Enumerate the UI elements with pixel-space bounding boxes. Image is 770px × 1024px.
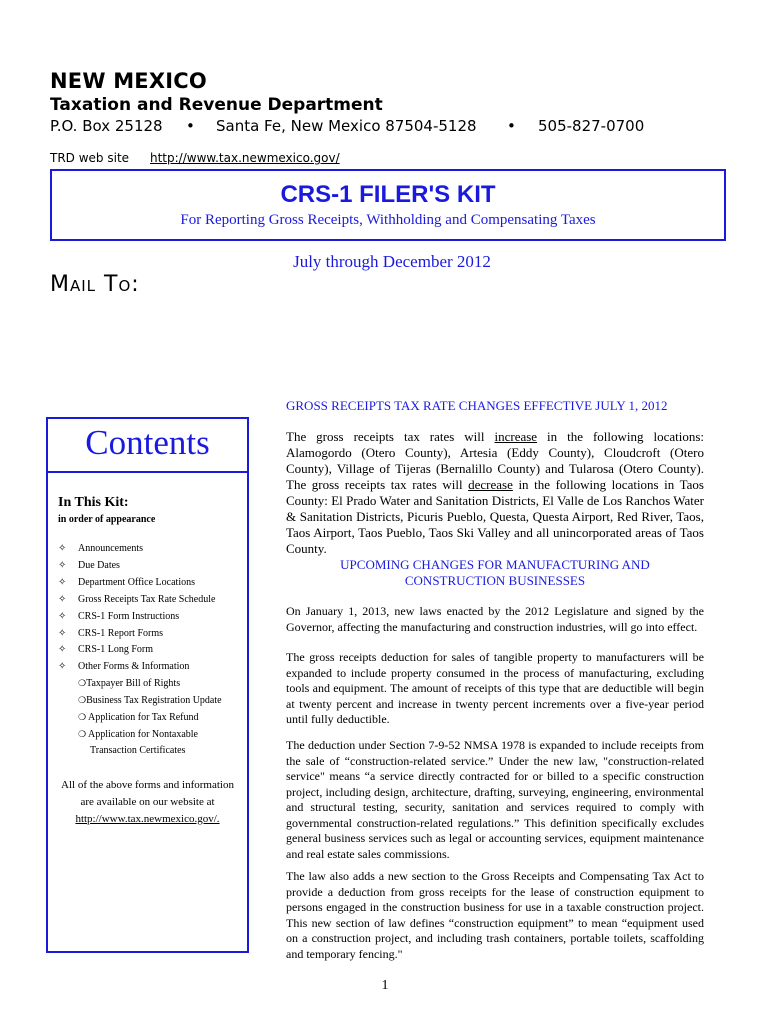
list-item (58, 577, 195, 591)
circle-bullet-icon: ❍ (78, 730, 87, 740)
sub-list-item-continued: Transaction Certificates (90, 745, 186, 756)
in-this-kit-heading: In This Kit: (58, 495, 129, 510)
website-line (50, 151, 450, 167)
heading-line: UPCOMING CHANGES FOR MANUFACTURING AND (340, 557, 650, 572)
text-run: The gross receipts tax rates will (286, 429, 495, 444)
rate-changes-paragraph (286, 429, 704, 557)
text-run: in the following locations: Alamogordo (Otero County), Artesia (Eddy County), Cloudcroft (Otero County), Village of Tijeras (Bernalillo County) and Tularosa (Otero County). The gross receipts tax rates will (286, 429, 705, 492)
availability-link[interactable]: http://www.tax.newmexico.gov/. (75, 813, 220, 825)
bullet-separator: • (507, 117, 516, 135)
sub-list-item (78, 695, 222, 709)
list-item-label: Other Forms & Information (78, 661, 190, 672)
list-item-label: CRS-1 Report Forms (78, 628, 164, 639)
kit-title-box (50, 169, 726, 241)
diamond-star-icon: ✧ (58, 577, 67, 588)
paragraph-manufacturing-deduction: The gross receipts deduction for sales of tangible property to manufacturers will be expanded to include property consumed in the process of manufacturing, excluding tools and equipment. The amount of receipts of this type that are deductible will begin at twenty percent and increase in twenty percent increments over a five-year period until fully deductible. (286, 650, 704, 726)
diamond-star-icon: ✧ (58, 611, 67, 622)
list-item-label: Due Dates (78, 560, 120, 571)
paragraph-construction-equipment: The law also adds a new section to the Gross Receipts and Compensating Tax Act to provide a deduction from gross receipts for the lease of construction equipment to persons engaged in the construction business for use in a taxable construction project. This new section of law defines “construction equipment” to mean “equipment used on a construction project, and including trash containers, portable toilets, scaffolding and temporary fencing." (286, 869, 704, 961)
increase-word: increase (494, 429, 538, 444)
city-address: Santa Fe, New Mexico 87504-5128 (216, 117, 477, 135)
sub-list-item (78, 729, 198, 743)
sub-list-item-label: Application for Tax Refund (88, 712, 199, 723)
sub-list-item (78, 678, 180, 692)
sub-list-item-label: Taxpayer Bill of Rights (86, 678, 181, 689)
sub-list-item-label: Business Tax Registration Update (86, 695, 222, 706)
grt-changes-heading: GROSS RECEIPTS TAX RATE CHANGES EFFECTIVE JULY 1, 2012 (286, 398, 668, 413)
diamond-star-icon: ✧ (58, 543, 67, 554)
sub-list-item-label: Application for Nontaxable (88, 729, 198, 740)
paragraph-construction-services: The deduction under Section 7-9-52 NMSA 1978 is expanded to include receipts from the sale of “construction-related service.” Under the new law, "construction-related service" means “a service directly contracted for or billed to a specific construction project, including design, architecture, drafting, surveying, engineering, environmental and structural testing, security, sanitation and services required to comply with governmental construction-related regulations.” This definition specifically excludes general business services such as legal or accounting services, equipment maintenance and real estate sales commissions. (286, 738, 704, 861)
list-item (58, 543, 143, 557)
mail-to-label: Mail To: (50, 272, 140, 297)
availability-line: All of the above forms and information (61, 779, 234, 791)
diamond-star-icon: ✧ (58, 628, 67, 639)
contents-title: Contents (85, 423, 210, 462)
filing-period: July through December 2012 (293, 252, 491, 271)
list-item (58, 644, 153, 658)
contents-sidebar (46, 417, 249, 953)
circle-bullet-icon: ❍ (78, 696, 87, 706)
list-item-label: Announcements (78, 543, 143, 554)
kit-title: CRS-1 FILER'S KIT (280, 181, 496, 208)
list-item (58, 611, 179, 625)
paragraph-effective-date: On January 1, 2013, new laws enacted by the 2012 Legislature and signed by the Governor, affecting the manufacturing and construction industries, will go into effect. (286, 604, 704, 634)
page-number: 1 (381, 978, 389, 993)
upcoming-changes-heading (286, 557, 704, 589)
phone-number: 505-827-0700 (538, 117, 645, 135)
kit-subtitle: For Reporting Gross Receipts, Withholding and Compensating Taxes (180, 212, 596, 228)
website-link[interactable]: http://www.tax.newmexico.gov/ (150, 151, 340, 165)
text-run: in the following locations in Taos County: El Prado Water and Sanitation Districts, El Valle de Los Ranchos Water & Sanitation Districts, Picuris Pueblo, Questa, Questa Airport, Red River, Taos, Taos Airport, Taos Pueblo, Taos Ski Valley and all unincorporated areas of Taos County. (286, 477, 704, 556)
list-item-label: CRS-1 Long Form (78, 644, 154, 655)
circle-bullet-icon: ❍ (78, 679, 87, 689)
address-line (50, 117, 690, 137)
contents-header (48, 419, 247, 473)
list-item (58, 560, 120, 574)
availability-line: are available on our website at (80, 796, 215, 808)
list-item-label: Department Office Locations (78, 577, 195, 588)
diamond-star-icon: ✧ (58, 661, 67, 672)
diamond-star-icon: ✧ (58, 560, 67, 571)
heading-line: CONSTRUCTION BUSINESSES (404, 573, 586, 588)
list-item-label: CRS-1 Form Instructions (78, 611, 180, 622)
availability-note (52, 777, 243, 828)
bullet-separator: • (186, 117, 195, 135)
list-item (58, 594, 215, 608)
website-label: TRD web site (50, 151, 130, 165)
sub-list-item (78, 712, 199, 726)
list-item-label: Gross Receipts Tax Rate Schedule (78, 594, 216, 605)
state-name: NEW MEXICO (50, 69, 207, 93)
circle-bullet-icon: ❍ (78, 713, 87, 723)
list-item (58, 628, 163, 642)
decrease-word: decrease (468, 477, 513, 492)
order-note: in order of appearance (58, 514, 156, 525)
diamond-star-icon: ✧ (58, 594, 67, 605)
list-item (58, 661, 189, 675)
department-name: Taxation and Revenue Department (50, 95, 383, 115)
po-box: P.O. Box 25128 (50, 117, 163, 135)
diamond-star-icon: ✧ (58, 644, 67, 655)
